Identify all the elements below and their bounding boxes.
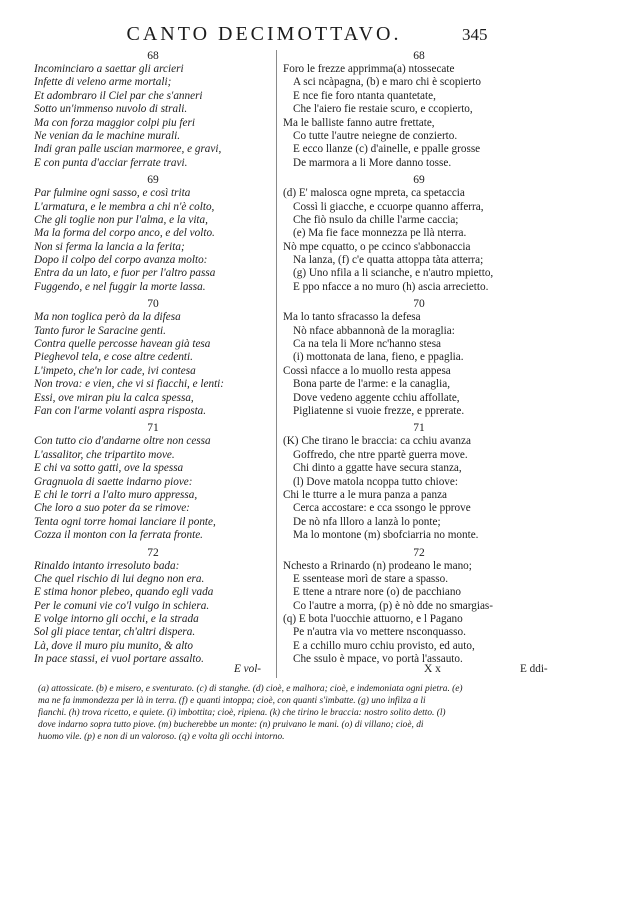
verse-line: Ne venian da le machine murali.: [34, 129, 181, 142]
verse-line: Par fulmine ogni sasso, e così trita: [34, 187, 191, 200]
verse-line: Che fiò nsulo da chille l'arme caccia;: [293, 213, 459, 226]
stanza-number: 70: [413, 298, 425, 311]
verse-line: Che loro a suo poter da se rimove:: [34, 502, 190, 515]
verse-line: Bona parte de l'arme: e la canaglia,: [293, 378, 451, 391]
verse-line: Non si ferma la lancia a la ferita;: [34, 240, 185, 253]
verse-line: Nò nface abbannonà de la moraglia:: [293, 324, 455, 337]
verse-line: De marmora a li More danno tosse.: [293, 156, 452, 169]
stanza-number: 71: [413, 422, 425, 435]
page-number: 345: [462, 25, 488, 44]
footnotes: [38, 683, 558, 743]
neapolitan-column: [283, 50, 555, 667]
stanza-number: 68: [147, 50, 159, 62]
verse-line: Ca na tela li More nc'hanno stesa: [293, 338, 442, 351]
verse-line: L'impeto, che'n lor cade, ivi contesa: [34, 364, 196, 377]
verse-line: Pe n'autra via vo mettere nsconquasso.: [293, 626, 466, 639]
verse-line: L'armatura, e le membra a chi n'è colto,: [34, 200, 215, 213]
verse-line: Tenta ogni torre homai lanciare il ponte,: [34, 515, 216, 528]
verse-line: Indi gran palle uscian marmoree, e gravi,: [34, 143, 222, 156]
verse-line: Chi dinto a ggatte have secura stanza,: [293, 462, 462, 475]
verse-line: Per le comuni vie co'l vulgo in schiera.: [34, 599, 210, 612]
verse-line: Che gli toglie non pur l'alma, e la vita,: [34, 213, 208, 226]
verse-line: Non trova: e vien, che vi si fiacchi, e lenti:: [34, 378, 225, 391]
verse-line: Cossì li giacche, e ccuorpe quanno afferra,: [293, 200, 484, 213]
verse-line: E a cchillo muro cchiu provisto, ed auto,: [293, 639, 475, 652]
verse-line: Cozza il monton con la ferrata fronte.: [34, 529, 203, 542]
verse-line: Rinaldo intanto irresoluto bada:: [34, 559, 180, 572]
verse-line: Nchesto a Rrinardo (n) prodeano le mano;: [283, 559, 472, 572]
footnote-line: ma ne fa immondezza per là in terra. (f) e quanti intoppa; cioè, con quanti s'imbatte. (g) uno infilza a li: [38, 696, 426, 706]
verse-line: E ssentease morì de stare a spasso.: [293, 572, 449, 585]
verse-line: (i) mottonata de lana, fieno, e ppaglia.: [293, 351, 464, 364]
verse-line: (e) Ma fie face monnezza pe llà nterra.: [293, 227, 467, 240]
verse-line: Ma la forma del corpo anco, e del volto.: [34, 227, 215, 240]
verse-line: Che ssulo è mpace, vo portà l'assauto.: [293, 653, 463, 666]
verse-line: Infette di veleno arme mortali;: [34, 76, 172, 89]
verse-line: Co l'autre a morra, (p) è nò dde no smargias-: [293, 599, 494, 612]
verse-line: Essi, ove miran piu la calca spessa,: [34, 391, 194, 404]
verse-line: Che quel rischio di lui degno non era.: [34, 572, 205, 585]
verse-line: E ttene a ntrare nore (o) de pacchiano: [293, 586, 462, 599]
column-divider: [276, 50, 277, 678]
stanza-number: 69: [147, 174, 159, 187]
verse-line: A sci ncàpagna, (b) e maro chi è scopierto: [293, 76, 481, 89]
verse-line: (d) E' malosca ogne mpreta, ca spetaccia: [283, 187, 465, 200]
verse-line: Entra da un lato, e fuor per l'altro passa: [34, 267, 216, 280]
verse-line: (g) Uno nfila a li scianche, e n'autro mpietto,: [293, 267, 494, 280]
verse-line: L'assalitor, che tripartito move.: [34, 448, 175, 461]
verse-line: Pieghevol tela, e cose altre cedenti.: [34, 351, 193, 364]
running-title: CANTO DECIMOTTAVO.: [126, 23, 402, 45]
stanza-number: 70: [147, 298, 159, 311]
verse-line: Dopo il colpo del corpo avanza molto:: [34, 254, 208, 267]
verse-line: Chi le tturre a le mura panza a panza: [283, 488, 447, 501]
left-catchword: E vol-: [234, 663, 262, 675]
verse-line: Et adombraro il Ciel par che s'anneri: [34, 89, 203, 102]
verse-line: Tanto furor le Saracine genti.: [34, 324, 166, 337]
verse-line: E ecco llanze (c) d'ainelle, e ppalle grosse: [293, 143, 481, 156]
verse-line: Ma lo tanto sfracasso la defesa: [283, 311, 421, 324]
verse-line: Na lanza, (f) c'e quatta attoppa tàta atterra;: [293, 254, 484, 267]
verse-line: Goffredo, che ntre ppartè guerra move.: [293, 448, 468, 461]
verse-line: Co tutte l'autre neiegne de conzierto.: [293, 129, 458, 142]
verse-line: Che l'aiero fie restaie scuro, e ccopierto,: [293, 103, 473, 116]
verse-line: Ma lo montone (m) sbofciarria no monte.: [293, 529, 479, 542]
verse-line: Incominciaro a saettar gli arcieri: [34, 63, 184, 75]
signature-mark: X x: [424, 663, 441, 675]
verse-line: Cossì nfacce a lo muollo resta appesa: [283, 364, 451, 377]
footnote-line: fianchi. (h) trova ricetto, e quiete. (i) imbottita; cioè, ripiena. (k) che tirino le braccia: nostro solito detto. (l): [38, 708, 446, 718]
verse-line: Sol gli piace tentar, ch'altri dispera.: [34, 626, 196, 639]
verse-line: Pigliatenne si vuoie frezze, e pprerate.: [293, 404, 465, 417]
verse-line: Cerca accostare: e cca ssongo le pprove: [293, 502, 471, 515]
verse-line: Ma con forza maggior colpi piu feri: [34, 116, 195, 129]
footnote-line: huomo vile. (p) e non di un valoroso. (q) e volta gli occhi intorno.: [38, 732, 285, 742]
verse-line: Ma non toglica però da la difesa: [34, 311, 181, 324]
footnote-line: dove indarno sopra tutto piove. (m) bucherebbe un monte: (n) pruivano le mani. (o) di villano; cioè, di: [38, 720, 424, 730]
verse-line: Fan con l'arme volanti aspra risposta.: [34, 404, 207, 417]
verse-line: Con tutto cio d'andarne oltre non cessa: [34, 435, 211, 448]
verse-line: E chi le torri a l'alto muro appressa,: [34, 488, 198, 501]
verse-line: E chi va sotto gatti, ove la spessa: [34, 462, 184, 475]
verse-line: E con punta d'acciar ferrate travi.: [34, 156, 188, 169]
page-header: [0, 22, 617, 46]
verse-line: E volge intorno gli occhi, e la strada: [34, 613, 199, 626]
verse-line: E stima honor plebeo, quando egli vada: [34, 586, 214, 599]
verse-line: Fuggendo, e nel fuggir la morte lassa.: [34, 280, 206, 293]
stanza-number: 69: [413, 174, 425, 187]
verse-line: (K) Che tirano le braccia: ca cchiu avanza: [283, 435, 471, 448]
stanza-number: 72: [147, 546, 159, 559]
verse-line: Sotto un'immenso nuvolo di strali.: [34, 103, 188, 116]
stanza-number: 68: [413, 50, 425, 62]
stanza-number: 72: [413, 546, 425, 559]
verse-line: (l) Dove matola ncoppa tutto chiove:: [293, 475, 458, 488]
verse-line: E ppo nfacce a no muro (h) ascia arrecietto.: [293, 280, 489, 293]
verse-line: (q) E bota l'uocchie attuorno, e l Pagano: [283, 613, 463, 626]
verse-line: Dove vedeno aggente cchiu affollate,: [293, 391, 460, 404]
verse-line: De nò nfa llloro a lanzà lo ponte;: [293, 515, 441, 528]
italian-column: [34, 50, 272, 667]
verse-line: Nò mpe cquatto, o pe ccinco s'abbonaccia: [283, 240, 471, 253]
stanza-number: 71: [147, 422, 159, 435]
verse-line: Contra quelle percosse havean già tesa: [34, 338, 211, 351]
verse-line: Gragnuola di saette indarno piove:: [34, 475, 193, 488]
verse-line: Ma le balliste fanno autre frettate,: [283, 116, 435, 129]
footnote-line: (a) attossicate. (b) e misero, e sventurato. (c) di stanghe. (d) cioè, e malhora; cioè, e indemoniata ogni pietra. (e): [38, 684, 463, 694]
verse-line: Là, dove il muro piu munito, & alto: [34, 639, 194, 652]
verse-line: Foro le frezze apprimma(a) ntossecate: [283, 63, 455, 75]
verse-line: E nce fie foro ntanta quantetate,: [293, 89, 436, 102]
verse-line: In pace stassi, ei vuol portare assalto.: [34, 653, 204, 666]
right-catchword: E ddi-: [520, 663, 548, 675]
